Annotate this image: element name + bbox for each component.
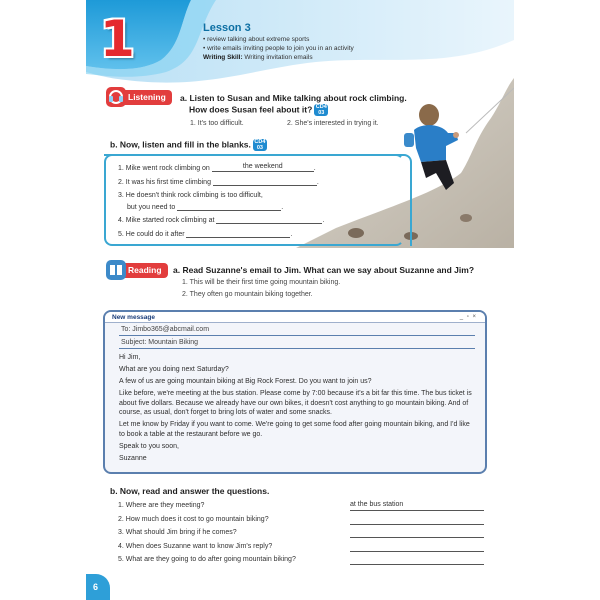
fill-end: . bbox=[316, 179, 319, 186]
answer-row-3 bbox=[118, 529, 488, 536]
cd-track: 03 bbox=[318, 110, 325, 116]
reading-tag-label: Reading bbox=[128, 265, 162, 275]
cd-label: CD4 bbox=[315, 104, 327, 110]
page-number: 6 bbox=[86, 574, 110, 600]
book-icon bbox=[106, 260, 126, 280]
lesson-objective: • write emails inviting people to join you in an activity bbox=[203, 45, 354, 52]
question-b-text: b. Now, listen and fill in the blanks. bbox=[110, 139, 251, 150]
email-paragraph: Like before, we're meeting at the bus station. Please come by 7:00 because it's a bit far this time. The bus ticket is about five dollars. Because we already have our own bikes, it doesn't cost anything to go mountain biking. And of course, as usual, don't forget to bring lots of water and some snacks. bbox=[119, 389, 472, 417]
question-text: 2. How much does it cost to go mountain biking? bbox=[118, 516, 269, 523]
fill-item-5 bbox=[118, 229, 292, 238]
writing-skill-value: Writing invitation emails bbox=[242, 54, 313, 61]
lesson-info bbox=[203, 22, 354, 62]
fill-item-3: 3. He doesn't think rock climbing is too difficult, bbox=[118, 192, 263, 199]
cd-label: CD4 bbox=[254, 139, 266, 145]
listening-tag bbox=[106, 90, 172, 105]
headphones-icon bbox=[106, 87, 126, 107]
answer-input[interactable]: at the bus station bbox=[350, 501, 484, 511]
fill-blank-input[interactable]: the weekend bbox=[212, 163, 314, 172]
listening-option-1: 1. It's too difficult. bbox=[190, 120, 244, 127]
email-paragraph: Let me know by Friday if you want to come. We're going to get some food after going mountain biking, and I'd like to book a table at the restaurant before we go. bbox=[119, 421, 470, 438]
reading-tag bbox=[106, 263, 168, 278]
email-titlebar bbox=[105, 312, 485, 323]
question-text: 1. Where are they meeting? bbox=[118, 502, 205, 509]
email-subject-field[interactable]: Subject: Mountain Biking bbox=[119, 336, 475, 349]
fill-text: 1. Mike went rock climbing on bbox=[118, 165, 212, 172]
fill-item-2 bbox=[118, 177, 319, 186]
fill-text: but you need to bbox=[127, 204, 178, 211]
question-a-text: How does Susan feel about it? bbox=[189, 104, 313, 115]
audio-track-icon[interactable] bbox=[314, 104, 328, 116]
fill-item-3b bbox=[127, 202, 283, 211]
fill-end: . bbox=[313, 165, 316, 172]
fill-text: 4. Mike started rock climbing at bbox=[118, 217, 217, 224]
question-text: 4. When does Suzanne want to know Jim's reply? bbox=[118, 543, 273, 550]
answer-row-1 bbox=[118, 502, 488, 509]
email-window bbox=[103, 310, 487, 474]
question-a-line2 bbox=[180, 104, 407, 116]
answer-input[interactable] bbox=[350, 555, 484, 565]
answer-input[interactable] bbox=[350, 542, 484, 552]
writing-skill-label: Writing Skill: bbox=[203, 54, 243, 61]
fill-text: 2. It was his first time climbing bbox=[118, 179, 213, 186]
fill-end: . bbox=[281, 204, 284, 211]
fill-blank-input[interactable] bbox=[186, 229, 293, 238]
fill-end: . bbox=[290, 231, 293, 238]
window-controls[interactable]: _ ▫ × bbox=[459, 314, 477, 320]
reading-option-2: 2. They often go mountain biking together. bbox=[182, 291, 313, 298]
lesson-objective: • review talking about extreme sports bbox=[203, 36, 310, 43]
fill-blank-input[interactable] bbox=[177, 202, 284, 211]
audio-track-icon[interactable] bbox=[253, 139, 267, 151]
listening-option-2: 2. She's interested in trying it. bbox=[287, 120, 379, 127]
email-paragraph: What are you doing next Saturday? bbox=[119, 365, 229, 373]
email-paragraph: Speak to you soon, bbox=[119, 442, 179, 450]
fill-item-1 bbox=[118, 163, 316, 172]
fill-end: . bbox=[322, 217, 325, 224]
listening-question-b bbox=[110, 139, 267, 151]
reading-option-1: 1. This will be their first time going mountain biking. bbox=[182, 279, 341, 286]
fill-blank-input[interactable] bbox=[216, 215, 325, 224]
answer-input[interactable] bbox=[350, 528, 484, 538]
email-paragraph: A few of us are going mountain biking at Big Rock Forest. Do you want to join us? bbox=[119, 377, 372, 385]
question-text: 3. What should Jim bring if he comes? bbox=[118, 529, 237, 536]
fill-text: 5. He could do it after bbox=[118, 231, 187, 238]
writing-skill bbox=[203, 53, 354, 62]
answer-row-4 bbox=[118, 543, 488, 550]
email-body bbox=[105, 349, 485, 463]
question-a-line1: a. Listen to Susan and Mike talking about rock climbing. bbox=[180, 93, 407, 103]
fill-blank-input[interactable] bbox=[213, 177, 317, 186]
answer-row-2 bbox=[118, 516, 488, 523]
answer-row-5 bbox=[118, 556, 488, 563]
question-text: 5. What are they going to do after going mountain biking? bbox=[118, 556, 296, 563]
fill-item-4 bbox=[118, 215, 324, 224]
listening-question-a bbox=[180, 93, 407, 116]
email-paragraph: Suzanne bbox=[119, 454, 147, 462]
answer-input[interactable] bbox=[350, 515, 484, 525]
reading-question-a: a. Read Suzanne's email to Jim. What can we say about Suzanne and Jim? bbox=[173, 265, 475, 275]
email-paragraph: Hi Jim, bbox=[119, 354, 141, 361]
email-window-title: New message bbox=[112, 314, 155, 321]
workbook-page bbox=[86, 0, 514, 600]
listening-tag-label: Listening bbox=[128, 92, 166, 102]
chapter-number: 1 bbox=[100, 10, 135, 68]
reading-question-b: b. Now, read and answer the questions. bbox=[110, 486, 270, 496]
lesson-title: Lesson 3 bbox=[203, 22, 251, 34]
email-to-field[interactable]: To: Jimbo365@abcmail.com bbox=[119, 323, 475, 336]
cd-track: 03 bbox=[256, 145, 263, 151]
